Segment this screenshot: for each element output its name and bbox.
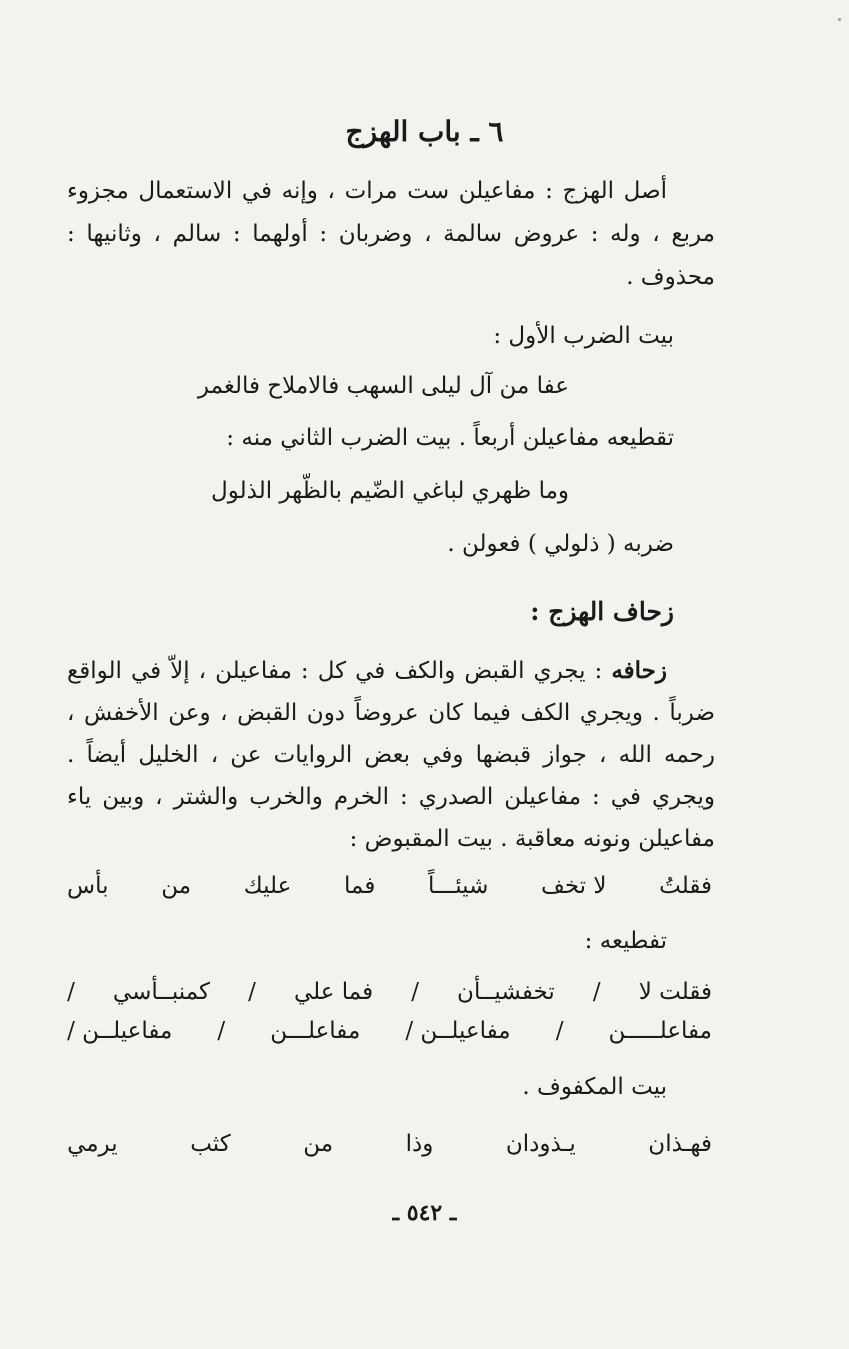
foot-separator: /: [248, 979, 256, 1005]
foot-segment: فقلت لا: [638, 979, 712, 1005]
maqbud-verse: [67, 866, 712, 906]
verse-word: عليك: [243, 873, 292, 899]
verse-word: لا تخف: [541, 873, 607, 899]
verse-word: فهـذان: [648, 1131, 712, 1157]
foot-segment: تخفشيــأن: [457, 979, 555, 1005]
verse-word: فما: [344, 873, 376, 899]
page-number: ـ ٥٤٢ ـ: [392, 1200, 457, 1226]
intro-paragraph: أصل الهزج : مفاعيلن ست مرات ، وإنه في الاستعمال مجزوء مربع ، وله : عروض سالمة ، وضربان : أولهما : سالم ، وثانيها : محذوف .: [67, 178, 715, 290]
foot-separator: /: [411, 979, 419, 1005]
page-speck: [838, 18, 841, 21]
verse-word: كثب: [190, 1131, 231, 1157]
foot-separator: /: [592, 979, 601, 1005]
foot-segment: فما علي: [293, 979, 374, 1005]
verse-1: عفا من آل ليلى السهب فالاملاح فالغمر: [197, 373, 569, 399]
makfuf-verse: [67, 1124, 712, 1164]
verse-word: فقلتُ: [659, 873, 712, 899]
zihaf-body: : يجري القبض والكف في كل : مفاعيلن ، إلاّ في الواقع ضرباً . ويجري الكف فيما كان عروضاً دون القبض ، وعن الأخفش ، رحمه الله ، جواز قبضها وفي بعض الروايات عن ، الخليل أيضاً . ويجري في : مفاعيلن الصدري : الخرم والخرب والشتر ، وبين ياء مفاعيلن ونونه معاقبة . بيت المقبوض :: [67, 658, 715, 852]
foot-pattern: مفاعلـــن: [270, 1018, 361, 1044]
first-form-label: بيت الضرب الأول :: [493, 323, 674, 349]
verse-word: شيئـــاً: [427, 873, 489, 899]
foot-pattern: مفاعيلــن /: [67, 1018, 173, 1044]
verse-word: من: [303, 1131, 334, 1157]
verse-word: يـذودان: [505, 1131, 576, 1157]
foot-pattern: مفاعيلــن /: [405, 1018, 511, 1044]
taqti-line-2: [67, 1011, 712, 1051]
verse-word: بأس: [67, 873, 109, 899]
verse-word: يرمي: [67, 1131, 118, 1157]
foot-separator: /: [67, 979, 75, 1005]
zihaf-paragraph: [67, 650, 715, 860]
zihaf-heading: زحاف الهزج :: [530, 597, 674, 626]
foot-separator: /: [555, 1018, 564, 1044]
foot-separator: /: [217, 1018, 226, 1044]
zihaf-term: زحافه: [611, 657, 667, 684]
foot-pattern: مفاعلـــــن: [608, 1018, 712, 1044]
foot-segment: كمنبــأسي: [112, 979, 210, 1005]
scansion-2: ضربه ( ذلولي ) فعولن .: [447, 531, 674, 557]
chapter-heading: ٦ ـ باب الهزج: [345, 115, 504, 148]
scansion-1: تقطيعه مفاعيلن أربعاً . بيت الضرب الثاني منه :: [226, 425, 674, 451]
makfuf-label: بيت المكفوف .: [522, 1074, 667, 1100]
taqti-line-1: [67, 972, 712, 1012]
verse-word: من: [161, 873, 192, 899]
taqti-label: تفطيعه :: [584, 928, 667, 954]
verse-word: وذا: [405, 1131, 434, 1157]
verse-2: وما ظهري لباغي الضّيم بالظّهر الذلول: [211, 478, 569, 504]
